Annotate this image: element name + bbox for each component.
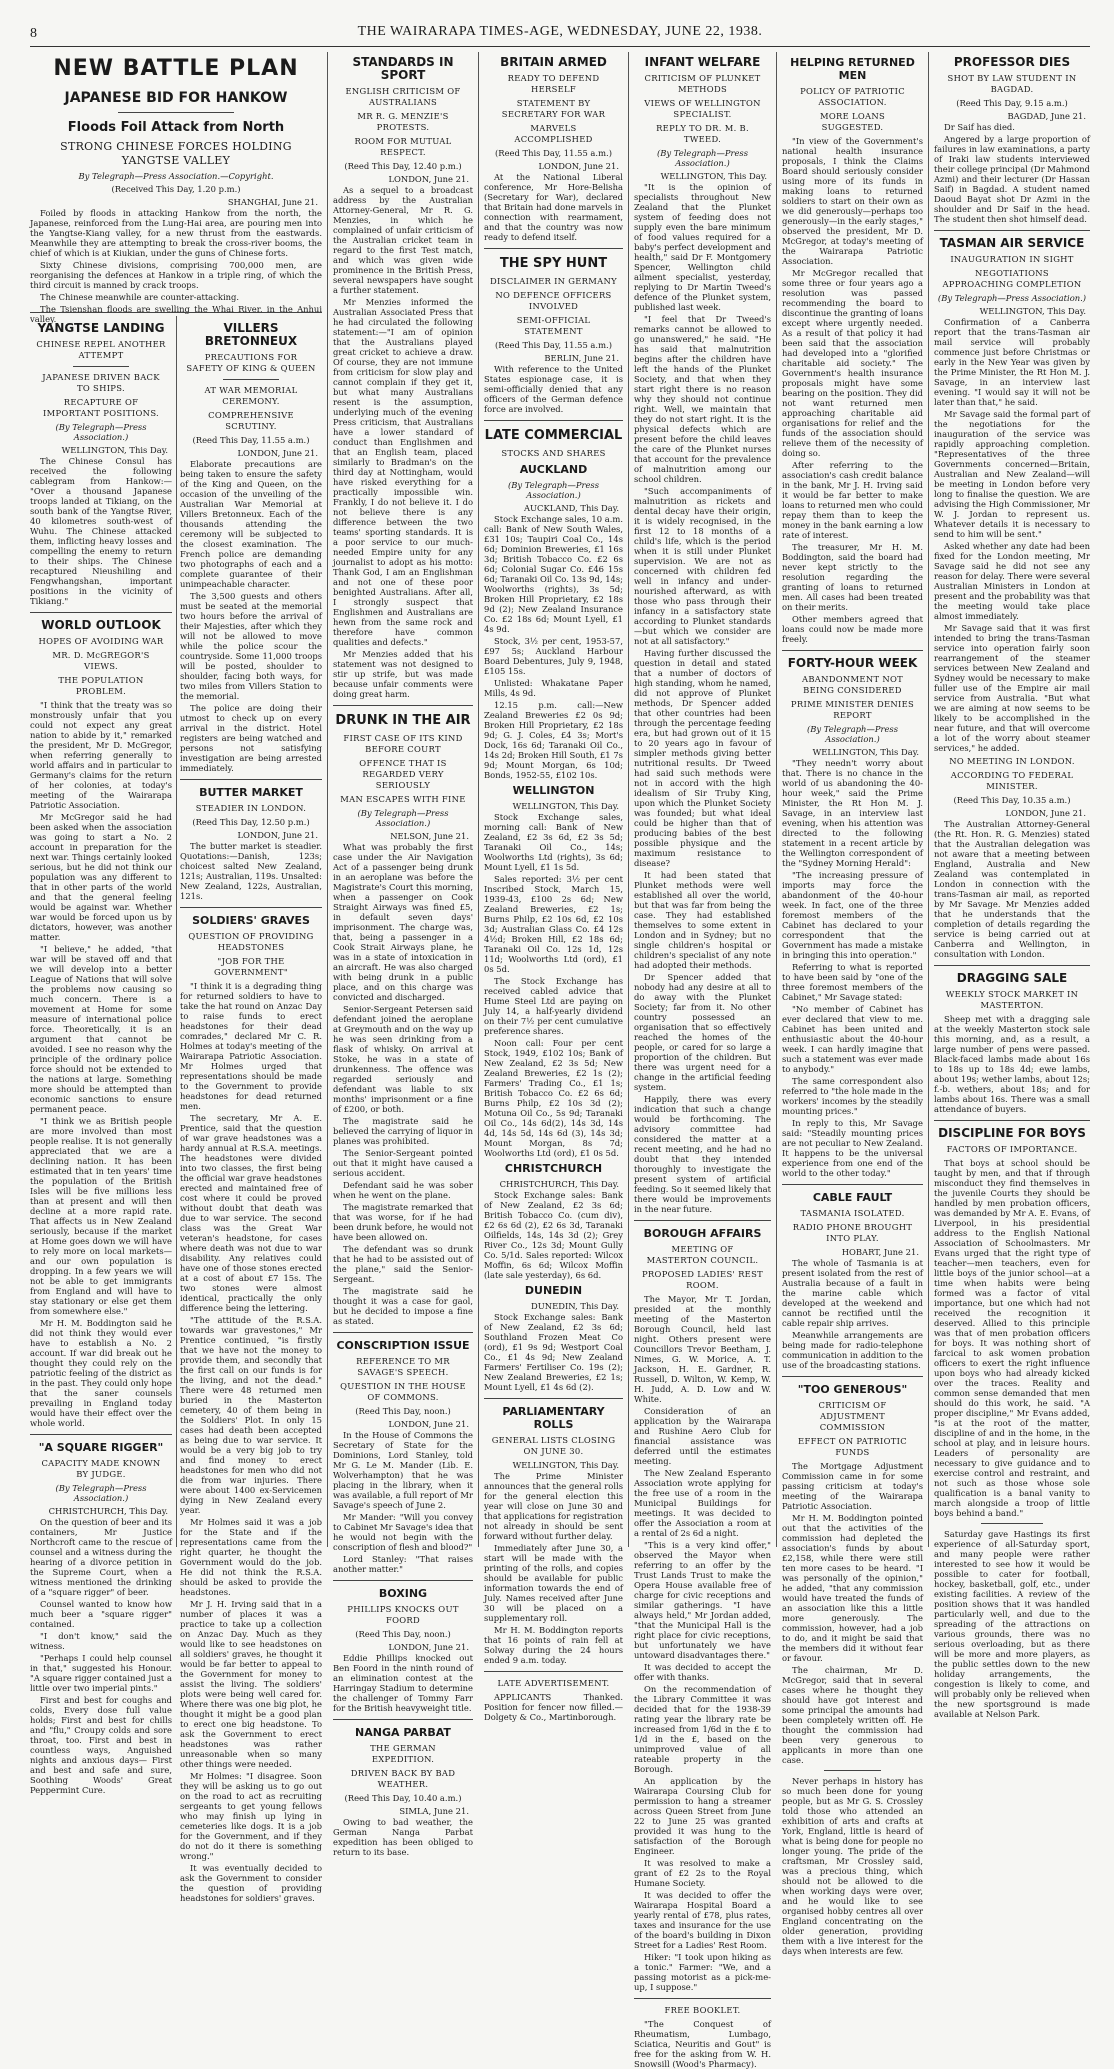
paragraph: Mr H. M. Boddington reports that 16 points of rain fell at Solway during the 24 hours ended 9 a.m. today. xyxy=(484,1625,623,1665)
deck: COMPREHENSIVE SCRUTINY. xyxy=(208,410,294,431)
paragraph: "No member of Cabinet has ever declared that view to me. Cabinet has been united and enthusiastic about the 40-hour week. I can hardly imagine that such a statement was ever made to anybody." xyxy=(782,1004,923,1074)
divider xyxy=(333,1719,473,1720)
divider xyxy=(118,112,235,113)
byline: (By Telegraph—Press Association.) xyxy=(507,480,600,500)
received-time: (Reed This Day, noon.) xyxy=(355,1629,451,1639)
paragraph: The whole of Tasmania is at present isolated from the rest of Australia because of a fault in the marine cable which developed at the weekend and cannot be rectified until the cable repair ship arrives. xyxy=(782,1258,923,1328)
deck: CRITICISM OF ADJUSTMENT COMMISSION xyxy=(818,1400,887,1432)
divider xyxy=(333,705,473,706)
section-heading: CHRISTCHURCH xyxy=(504,1162,603,1175)
column-1 xyxy=(30,318,172,1795)
column-divider xyxy=(176,316,177,1547)
paragraph: Saturday gave Hastings its first experience of all-Saturday sport, and many people were rather interested to see how it would be possible to cater for football, hockey, basketball, golf, etc., under existing facilities. A review of the position shows that it was handled particularly well, and due to the spreading of the attractions on various grounds, there was no serious overloading, but as there will be more and more players, as the public settles down to the new holiday arrangements, the congestion is likely to come, and will probably only be relieved when the new sportsground is made available at Nelson Park. xyxy=(934,1529,1090,1719)
page-number: 8 xyxy=(30,26,38,41)
paragraph: Meanwhile arrangements are being made for radio-telephone communication in addition to the use of the broadcasting stations. xyxy=(782,1330,923,1370)
headline: NEW BATTLE PLAN xyxy=(53,56,299,81)
paragraph: The magistrate said he believed the carrying of liquor in planes was prohibited. xyxy=(333,1116,473,1146)
paragraph: "The attitude of the R.S.A. towards war gravestones," Mr Prentice continued, "is firstly that we have not the money to provide them, and secondly that the first call on our funds is for the living, and not the dead." There were 48 returned men buried in the Masterton cemetery, 40 of them being in the Soldiers' Plot. In only 15 cases had death been accepted as being due to war service. It would be a very big job to try and find money to erect headstones for men who did not die from war injuries. There were about 1400 ex-Servicemen dying in New Zealand every year. xyxy=(180,1315,322,1515)
paragraph: The treasurer, Mr H. M. Boddington, said the board had never kept strictly to the resolution regarding the granting of loans to returned men. All cases had been treated on their merits. xyxy=(782,542,923,612)
paragraph: On the question of beer and its containers, Mr Justice Northcroft came to the rescue of counsel and a witness during the hearing of a divorce petition in the Supreme Court, when a witness mentioned the drinking of a "square rigger" of beer. xyxy=(30,1517,172,1597)
masthead-rule xyxy=(30,46,1090,47)
deck: STEADIER IN LONDON. xyxy=(195,803,307,813)
paragraph: The defendant was so drunk that he had to be assisted out of the plane," said the Senior-Sergeant. xyxy=(333,1244,473,1284)
divider xyxy=(333,1332,473,1333)
paragraph: What was probably the first case under the Air Navigation Act of a passenger being drunk in an aeroplane was before the Magistrate's Court this morning, when a passenger on Cook Straight Airways was fined £5, in default seven days' imprisonment. The charge was, that, being a passenger in a Cook Strait Airways plane, he was in a state of intoxication in an aircraft. He was also charged with being drunk in a public place, and on this charge was convicted and discharged. xyxy=(333,842,473,1002)
subheadline: Floods Foil Attack from North xyxy=(67,120,285,135)
paragraph: The police are doing their utmost to check up on every arrival in the district. Hotel registers are being watched and persons not satisfying investigation are being arrested immediately. xyxy=(180,703,322,773)
paragraph: Noon call: Four per cent Stock, 1949, £102 10s; Bank of New Zealand, £2 3s 5d; New Zealand Breweries, £2 1s (2); Farmers' Trading Co., £1 1s; British Tobacco Co. £2 6s 6d; Burns Philp, £2 10s 3d (2); Motuna Oil Co., 5s 9d; Taranaki Oil Co., 14s 6d(2), 14s 3d, 14s 4d, 14s 5d, 14s 6d (3), 14s 3d; Mount Morgan, 8s 7d; Woolworths Ltd (ord), £1 0s 5d. xyxy=(484,1038,623,1158)
headline: FORTY-HOUR WEEK xyxy=(787,656,918,670)
headline: "TOO GENEROUS" xyxy=(797,1383,908,1396)
dateline: LONDON, June 21. xyxy=(388,174,469,184)
article-new-battle-plan xyxy=(30,52,322,324)
dateline: BAGDAD, June 21. xyxy=(1007,111,1086,121)
paragraph: Other members agreed that loans could now be made more freely. xyxy=(782,614,923,644)
paragraph: Owing to bad weather, the German Nanga Parbat expedition has been obliged to return to its base. xyxy=(333,1817,473,1857)
deck: PRIME MINISTER DENIES REPORT xyxy=(790,699,915,720)
deck: ACCORDING TO FEDERAL MINISTER. xyxy=(950,770,1074,791)
deck: INAUGURATION IN SIGHT xyxy=(950,254,1074,264)
headline: PROFESSOR DIES xyxy=(953,55,1071,69)
paragraph: Mr McGregor said he had been asked when the association was going to start a No. 2 account in preparation for the next war. Things certainly looked serious, but he did not think our population was any different to that in other parts of the world and that the general feeling would be against war. Whether war would be forced upon us by dictators, however, was another matter. xyxy=(30,812,172,942)
headline: TASMAN AIR SERVICE xyxy=(939,236,1085,250)
paragraph: It was decided to accept the offer with thanks. xyxy=(634,1662,771,1682)
deck: RADIO PHONE BROUGHT INTO PLAY. xyxy=(792,1222,913,1243)
divider xyxy=(782,1184,923,1185)
paragraph: The Chinese meanwhile are counter-attacking. xyxy=(40,292,240,302)
paragraph: Dr Spencer added that nobody had any desire at all to do away with the Plunket Society; far from it. No other country possessed an organisation that so effectively reached the homes of the people, or cared for so large a proportion of the children. But there was urgent need for a change in the artificial feeding system. xyxy=(634,972,771,1092)
dateline: LONDON, June 21. xyxy=(388,1419,469,1429)
divider xyxy=(30,312,322,313)
paragraph: Never perhaps in history has so much been done for young people, but as Mr G. S. Crossley told those who attended an exhibition of arts and crafts at York, England, little is heard of what is being done for people no longer young. The pride of the craftsman, Mr Crossley said, was a precious thing, which should not be allowed to die when working days were over, and he would like to see organised hobby centres all over England concentrating on the older generation, providing them with a live interest for the days when interests are few. xyxy=(782,1776,923,1956)
dateline: AUCKLAND, This Day. xyxy=(523,503,619,513)
dateline: CHRISTCHURCH, This Day. xyxy=(48,1506,168,1516)
divider xyxy=(73,366,130,367)
paragraph: The New Zealand Esperanto Association wrote applying for the free use of a room in the Municipal Buildings for meetings. It was decided to offer the Association a room at a rental of 2s 6d a night. xyxy=(634,1468,771,1538)
deck: MEETING OF MASTERTON COUNCIL. xyxy=(646,1244,759,1265)
paragraph: "I believe," he added, "that war will be staved off and that we will develop into a better League of Nations that will solve the problems now causing so much concern. There is a movement at Home for some measure of international police force. Theoretically, it is an argument that cannot be avoided. I see no reason why the principle of the ordinary police force should not be extended to the nations at large. Something more should be attempted than economic sanctions to ensure permanent peace. xyxy=(30,944,172,1114)
divider xyxy=(934,1120,1090,1121)
paragraph: The Mayor, Mr T. Jordan, presided at the monthly meeting of the Masterton Borough Council, held last night. Others present were Councillors Trevor Beetham, J. Nimes, G. W. Morice, A. T. Jackson, H. E. Gardner, R. Russell, D. Wilton, W. Kemp, W. H. Judd, A. D. Low and W. White. xyxy=(634,1294,771,1404)
paragraph: After referring to the association's cash credit balance in the bank, Mr J. H. Irving said it would be far better to make loans to returned men who could repay them than to keep the money in the bank earning a low rate of interest. xyxy=(782,460,923,540)
paragraph: Having further discussed the question in detail and stated that a number of doctors of high standing, whom he named, did not approve of Plunket methods, Dr Spencer added that other countries had been through the percentage feeding era, but had grown out of it 15 to 20 years ago in favour of simpler methods giving better nutritional results. Dr Tweed had said such methods were not in accord with the high idealism of Sir Truby King, upon which the Plunket Society was founded; but what ideal could be higher than that of producing babies of the best possible physique and the maximum resistance to disease? xyxy=(634,648,771,868)
byline: (By Telegraph—Press Association.) xyxy=(656,148,749,168)
paragraph: The Australian Attorney-General (the Rt. Hon. R. G. Menzies) stated that the Australian delegation was not aware that a meeting between England, Australia and New Zealand was contemplated in London in connection with the trans-Tasman air mail, as reported by Mr Savage. Mr Menzies added that he understands that the completion of details regarding the service is being carried out at Canberra and Wellington, in consultation with London. xyxy=(934,819,1090,959)
deck: REFERENCE TO MR SAVAGE'S SPEECH. xyxy=(356,1356,450,1377)
deck: EFFECT ON PATRIOTIC FUNDS xyxy=(798,1436,907,1457)
ad-heading: FREE BOOKLET. xyxy=(664,2005,741,2015)
paragraph: That boys at school should be taught by men, and that if through misconduct they find themselves in the juvenile Courts they should be handled by men probation officers, was demanded by Mr A. E. Evans, of Liverpool, in his presidential address to the English National Association of Schoolmasters. Mr Evans urged that the right type of teacher—men teachers, even for little boys of the junior school—at a time when habits were being formed was a factor of vital importance, but one which had not received the recognition it deserved. Allied to this principle was that of men probation officers for boys. It was nothing short of farcical to ask women probation officers to exert the right influence upon boys who had already kicked over the traces. Reality and common sense demanded that men should do this work, he said. "A proper discipline," Mr Evans added, "is at the root of the matter, discipline of and in the home, in the school at play, and in leisure hours. Leaders of personality are necessary to give guidance and to exercise control and restraint, and not such as those whose sole qualification is a banal vanity to march alongside a troop of little boys behind a band." xyxy=(934,1158,1090,1518)
paragraph: Stock Exchange sales, 10 a.m. call: Bank of New South Wales, £31 10s; Taupiri Coal Co., 14s 6d; Dominion Breweries, £1 16s 3d; British Tobacco Co. £2 6s 6d; Colonial Sugar Co. £46 15s 6d; Taranaki Oil Co. 13s 9d, 14s; Woolworths (rights), 3s 5d; Broken Hill Proprietary, £2 18s 9d (2); New Zealand Insurance Co. £2 18s 6d; Mount Lyell, £1 4s 9d. xyxy=(484,514,623,634)
paragraph: Mr J. H. Irving said that in a number of places it was a practice to take up a collection on Anzac Day. Much as they would like to see headstones on all soldiers' graves, he thought it would be far better to appeal to the Government for money to assist the living. The soldiers' plots were being well cared for. Where there was one big plot, he thought it might be a good plan to erect one big headstone. To ask the Government to erect headstones was rather unreasonable when so many other things were needed. xyxy=(180,1599,322,1769)
headline: SOLDIERS' GRAVES xyxy=(192,914,310,927)
divider xyxy=(484,1671,623,1672)
received-time: (Reed This Day, 11.55 a.m.) xyxy=(192,435,310,445)
deck: ABANDONMENT NOT BEING CONSIDERED xyxy=(801,674,904,695)
paragraph: "Such accompaniments of malnutrition as rickets and dental decay have their origin, it is widely recognised, in the first 12 to 18 months of a child's life, which is the period when it is still under Plunket supervision. We are not as concerned with children fed well in infancy and under-nourished afterward, as with those who pass through their infancy in a satisfactory state according to Plunket standards—but which we consider are not at all satisfactory." xyxy=(634,486,771,646)
paragraph: "It is the opinion of specialists throughout New Zealand that the Plunket system of feeding does not supply even the bare minimum of food values required for a baby's perfect development and health," said Dr F. Montgomery Spencer, Wellington child ailment specialist, yesterday, replying to Dr Martin Tweed's defence of the Plunket system, published last week. xyxy=(634,182,771,312)
classified-heading: LATE ADVERTISEMENT. xyxy=(497,1678,610,1688)
paragraph: It had been stated that Plunket methods were well established all over the world, but that was far from being the case. They had established themselves to some extent in London and in Sydney; but no single children's hospital or children's specialist of any note had adopted their methods. xyxy=(634,870,771,970)
paragraph: The butter market is steadier. Quotations:—Danish, 123s; choicest salted New Zealand, 121s; Australian, 119s. Unsalted: New Zealand, 122s, Australian, 121s. xyxy=(180,841,322,901)
paragraph: "They needn't worry about that. There is no chance in the world of us abandoning the 40-hour week," said the Prime Minister, the Rt Hon M. J. Savage, in an interview last evening, when his attention was directed to the following statement in a recent article by the Wellington correspondent of the "Sydney Morning Herald": xyxy=(782,758,923,868)
paragraph: Unlisted: Whakatane Paper Mills, 4s 9d. xyxy=(484,678,623,698)
column-divider xyxy=(327,52,328,1547)
paragraph: Immediately after June 30, a start will be made with the printing of the rolls, and copies should be available for public information towards the end of July. Names received after June 30 will be placed on a supplementary roll. xyxy=(484,1543,623,1623)
paragraph: The secretary, Mr A. E. Prentice, said that the question of war grave headstones was a hardy annual at R.S.A. meetings. The headstones were divided into two classes, the first being the official war grave headstones erected and maintained free of cost where it could be proved without doubt that death was due to war service. The second class was the Great War veteran's headstone, for cases where death was not due to war disability. Any relatives could have one of those stones erected at a cost of about £7 15s. The two stones were almost identical, practically the only difference being the lettering. xyxy=(180,1113,322,1313)
received-time: (Reed This Day, 9.15 a.m.) xyxy=(956,98,1068,108)
deck: QUESTION OF PROVIDING HEADSTONES xyxy=(188,931,314,952)
paragraph: Referring to what is reported to have been said by "one of the three foremost members of the Cabinet," Mr Savage stated: xyxy=(782,962,923,1002)
dateline: HOBART, June 21. xyxy=(841,1247,919,1257)
paragraph: "In view of the Government's national health insurance proposals, I think the Claims Board should seriously consider using more of its funds in making loans to returned soldiers to start on their own as we did generously—perhaps too generously—in the early stages," observed the president, Mr D. McGregor, at today's meeting of the Wairarapa Patriotic Association. xyxy=(782,136,923,266)
deck: VIEWS OF WELLINGTON SPECIALIST. xyxy=(644,98,761,119)
deck: DISCLAIMER IN GERMANY xyxy=(490,276,617,286)
deck: STOCKS AND SHARES xyxy=(501,448,606,458)
divider xyxy=(484,420,623,421)
dateline: LONDON, June 21. xyxy=(237,830,318,840)
headline: DRAGGING SALE xyxy=(956,971,1068,985)
headline: BRITAIN ARMED xyxy=(500,55,607,69)
received-time: (Reed This Day, 10.35 a.m.) xyxy=(953,795,1071,805)
column-divider xyxy=(628,52,629,1547)
paragraph: "I think that the treaty was so monstrously unfair that you could not expect any great nation to abide by it," remarked the president, Mr D. McGregor, when referring generally to world affairs and in particular to Germany's claims for the return of her colonies, at today's meeting of the Wairarapa Patriotic Association. xyxy=(30,700,172,810)
paragraph: 12.15 p.m. call:—New Zealand Breweries £2 0s 9d; Broken Hill Proprietary, £2 18s 9d; G. J. Coles, £4 3s; Mort's Dock, 16s 6d; Taranaki Oil Co., 14s 2d; Broken Hill South, £1 7s 9d; Mount Morgan, 6s 10d; Bonds, 1952-55, £102 10s. xyxy=(484,700,623,780)
byline: (By Telegraph—Press Association.) xyxy=(55,1483,147,1503)
headline: DISCIPLINE FOR BOYS xyxy=(938,1126,1086,1140)
divider xyxy=(824,1770,880,1771)
received-time: (Received This Day, 1.20 p.m.) xyxy=(111,184,241,194)
paragraph: An application by the Wairarapa Coursing Club for permission to hang a streamer across Queen Street from June 22 to June 25 was granted provided it was hung to the satisfaction of the Borough Engineer. xyxy=(634,1776,771,1856)
paragraph: The Senior-Sergeant pointed out that it might have caused a serious accident. xyxy=(333,1148,473,1178)
deck: CAPACITY MADE KNOWN BY JUDGE. xyxy=(41,1458,161,1479)
headline: INFANT WELFARE xyxy=(644,55,761,69)
headline: BOROUGH AFFAIRS xyxy=(643,1227,762,1240)
deck: SEMI-OFFICIAL STATEMENT xyxy=(516,315,591,336)
paragraph: "I think we as British people are more involved than most people realise. It is not generally appreciated that we are a declining nation. It has been estimated that in ten years' time the population of the British Isles will be five millions less than at present and will then decline at a more rapid rate. That affects us in New Zealand seriously, because if the market at Home goes down we will have to rely more on local markets—and our own population is dropping. In a few years we will not be able to get immigrants from England and will have to stay stationary or else get them from somewhere else." xyxy=(30,1116,172,1316)
dateline: CHRISTCHURCH, This Day. xyxy=(499,1179,619,1189)
divider xyxy=(30,1434,172,1435)
dateline: NELSON, June 21. xyxy=(390,831,469,841)
paragraph: The magistrate said he thought it was a case for gaol, but he decided to impose a fine as stated. xyxy=(333,1286,473,1326)
newspaper-title: THE WAIRARAPA TIMES-AGE, WEDNESDAY, JUNE 22, 1938. xyxy=(357,24,763,39)
deck: QUESTION IN THE HOUSE OF COMMONS. xyxy=(340,1381,466,1402)
paragraph: Mr H. M. Boddington pointed out that the activities of the commission had depleted the association's funds by about £2,158, while there were still ten more cases to be heard. "I was personally of the opinion," he added, "that any commission would have treated the funds of an association like this a little more generously. The commission, however, had a job to do, and it might be said that the members did it without fear or favour. xyxy=(782,1513,923,1663)
deck: NO DEFENCE OFFICERS INVOLVED xyxy=(495,290,612,311)
paragraph: The Tsienshan floods are swelling the Whai River, in the Anhui valley. xyxy=(30,304,322,324)
paragraph: Stock Exchange sales, morning call: Bank of New Zealand, £2 3s 6d, £2 3s 5d; Taranaki Oil Co., 14s; Woolworths Ltd (rights), 3s 6d; Mount Lyell, £1 1s 5d. xyxy=(484,812,623,872)
divider xyxy=(484,1398,623,1399)
paragraph: Consideration of an application by the Wairarapa and Rushine Aero Club for financial assistance was deferred until the estimates meeting. xyxy=(634,1406,771,1466)
received-time: (Reed This Day, 12.50 p.m.) xyxy=(192,817,310,827)
section-heading: WELLINGTON xyxy=(512,784,595,797)
paragraph: It was decided to offer the Wairarapa Hospital Board a yearly rental of £78, plus rates, taxes and insurance for the use of the board's building in Dixon Street for a Ladies' Rest Room. xyxy=(634,1890,771,1950)
paragraph: At the National Liberal conference, Mr Hore-Belisha (Secretary for War), declared that Britain had done marvels in connection with rearmament, and that the country was now ready to defend itself. xyxy=(484,172,623,242)
deck: HOPES OF AVOIDING WAR xyxy=(38,636,164,646)
paragraph: The same correspondent also referred to "the hole made in the workers' incomes by the steadily mounting prices." xyxy=(782,1076,923,1116)
deck: NEGOTIATIONS APPROACHING COMPLETION xyxy=(942,268,1082,289)
headline: BUTTER MARKET xyxy=(199,786,303,799)
divider xyxy=(180,779,322,780)
paragraph: Mr Savage said that it was first intended to bring the trans-Tasman service into operation fairly soon rearrangement of the steamer services between New Zealand and Sydney would be necessary to make fuller use of the Empire air mail service from Australia. "But what we are aiming at now seems to be likely to be accomplished in the near future, and that will overcome a lot of the worry about steamer services," he added. xyxy=(934,623,1090,753)
dateline: DUNEDIN, This Day. xyxy=(531,1301,619,1311)
headline: NANGA PARBAT xyxy=(355,1726,451,1739)
deck: POLICY OF PATRIOTIC ASSOCIATION. xyxy=(800,86,905,107)
column-6 xyxy=(782,52,923,1956)
column-divider xyxy=(478,52,479,1547)
section-heading: DUNEDIN xyxy=(524,1284,583,1297)
divider xyxy=(484,248,623,249)
byline: (By Telegraph—Press Association.) xyxy=(806,724,899,744)
dateline: BERLIN, June 21. xyxy=(544,353,619,363)
paragraph: Sales reported: 3½ per cent Inscribed Stock, March 15, 1939-43, £100 2s 6d; New Zealand Breweries, £2 1s; Burns Philp, £2 10s 6d, £2 10s 3d; Australian Glass Co. £4 12s 4½d; Broken Hill, £2 18s 6d; Taranaki Oil Co. 12s 1d, 12s 11d; Woolworths Ltd (ord), £1 0s 5d. xyxy=(484,874,623,974)
paragraph: The Chinese Consul has received the following cablegram from Hankow:— "Over a thousand Japanese troops landed at Tikiang, on the south bank of the Yangtse River, 40 kilometres south-west of Wuhu. The Chinese attacked them, inflicting heavy losses and compelling the enemy to return to their ships. The Chinese recaptured Nieushiling and Fengwhangshan, important positions in the vicinity of Tikiang." xyxy=(30,456,172,606)
headline: THE SPY HUNT xyxy=(499,256,608,271)
paragraph: The Mortgage Adjustment Commission came in for some passing criticism at today's meeting of the Wairarapa Patriotic Association. xyxy=(782,1461,923,1511)
advertisement: "The Conquest of Rheumatism, Lumbago, Sciatica, Neuritis and Gout" is free for the asking from W. H. Snowsill (Wood's Pharmacy). xyxy=(634,2019,771,2069)
paragraph: "The increasing pressure of imports may force the abandonment of the 40-hour week. In fact, one of the three foremost members of the Cabinet has declared to your correspondent that the Government has made a mistake in bringing this into operation." xyxy=(782,870,923,960)
headline: BOXING xyxy=(378,1587,428,1600)
deck: WEEKLY STOCK MARKET IN MASTERTON. xyxy=(945,989,1079,1010)
paragraph: Mr Holmes said it was a job for the State and if the representations came from the right quarter, he thought the Government would do the job. He did not think the R.S.A. should be asked to provide the headstones. xyxy=(180,1517,322,1597)
paragraph: Stock Exchange sales: Bank of New Zealand, £2 3s 6d; Southland Frozen Meat Co (ord), £1 9s 9d; Westport Coal Co., £1 4s 9d; New Zealand Farmers' Fertiliser Co. 19s (2); New Zealand Breweries, £2 1s; Mount Lyell, £1 4s 6d (2). xyxy=(484,1312,623,1392)
deck: CHINESE REPEL ANOTHER ATTEMPT xyxy=(36,339,166,360)
paragraph: Asked whether any date had been fixed for the London meeting, Mr Savage said he did not see any reason for delay. There were several Australian Ministers in London at present and the probability was that the meeting would take place almost immediately. xyxy=(934,541,1090,621)
divider xyxy=(934,965,1090,966)
byline: (By Telegraph—Press Association.) xyxy=(357,808,449,828)
deck: MORE LOANS SUGGESTED. xyxy=(819,111,886,132)
deck: MR. D. McGREGOR'S VIEWS. xyxy=(52,650,150,671)
headline: CABLE FAULT xyxy=(812,1191,893,1204)
deck: RECAPTURE OF IMPORTANT POSITIONS. xyxy=(42,397,160,418)
advertisement: First and best for coughs and colds, Every dose full value holds; First and best for chills and "flu," Croupy colds and sore throat, too. First and best in countless ways, Anguished nights and anxious days— First and best and safe and sure, Soothing Woods' Great Peppermint Cure. xyxy=(30,1695,172,1795)
dateline: LONDON, June 21. xyxy=(388,1642,469,1652)
deck: GENERAL LISTS CLOSING ON JUNE 30. xyxy=(491,1435,616,1456)
paragraph: Stock, 3½ per cent, 1953-57, £97 5s; Auckland Harbour Board Debentures, July 9, 1948, £105 15s. xyxy=(484,636,623,676)
section-heading: AUCKLAND xyxy=(519,463,588,476)
deck: ENGLISH CRITICISM OF AUSTRALIANS xyxy=(345,86,461,107)
divider xyxy=(180,907,322,908)
paragraph: Mr Menzies informed the Australian Associated Press that he had circulated the following statement:—"I am of opinion that the Australians played great cricket to achieve a draw. Of course, they are not immune from criticism for slow play and cannot complain if they get it, but what many Australians resent is the assumption, underlying much of the evening Press criticism, that Australians have a lower standard of conduct than Englishmen and that an English team, placed similarly to Bradman's on the third day at Nottingham, would have risked everything for a practically impossible win. Frankly, I do not believe it. I do not believe there is any difference between the two teams' sporting standards. It is a poor service to our much-needed Empire unity for any journalist to adopt as his motto: Thank God, I am an Englishman and not one of these poor benighted Australians. After all, I strongly suspect that Englishmen and Australians are hewn from the same rock and therefore have common qualities and defects." xyxy=(333,297,473,647)
column-5 xyxy=(634,52,771,2069)
deck: PROPOSED LADIES' REST ROOM. xyxy=(641,1269,764,1290)
byline: By Telegraph—Press Association.—Copyright. xyxy=(78,171,274,181)
deck: THE POPULATION PROBLEM. xyxy=(58,675,144,696)
subheadline: JAPANESE BID FOR HANKOW xyxy=(64,90,288,106)
headline: "A SQUARE RIGGER" xyxy=(38,1441,164,1454)
paragraph: On the recommendation of the Library Committee it was decided that for the 1938-39 rating year the library rate be increased from 1/6d in the £ to 1/d in the £, based on the unimproved value of all rateable property in the Borough. xyxy=(634,1684,771,1774)
paragraph: Elaborate precautions are being taken to ensure the safety of the King and Queen, on the occasion of the unveiling of the Australian War Memorial at Villers Bretonneux. Each of the thousands attending the ceremony will be subjected to the closest examination. The French police are demanding two photographs of each and a complete guarantee of their unimpeachable character. xyxy=(180,459,322,589)
paragraph: In reply to this, Mr Savage said: "Steadily mounting prices are not peculiar to New Zealand. It happens to be the universal experience from one end of the world to the other today." xyxy=(782,1118,923,1178)
dateline: WELLINGTON, This Day. xyxy=(512,801,619,811)
column-7 xyxy=(934,52,1090,1719)
deck: MAN ESCAPES WITH FINE xyxy=(340,794,466,804)
headline: HELPING RETURNED MEN xyxy=(790,56,915,82)
paragraph: Hiker: "I took upon hiking as a tonic." Farmer: "We, and a passing motorist as a pick-me-up, I suppose." xyxy=(634,1952,771,1992)
column-4 xyxy=(484,52,623,1722)
deck: JAPANESE DRIVEN BACK TO SHIPS. xyxy=(42,372,160,393)
headline: STANDARDS IN SPORT xyxy=(352,55,454,82)
paragraph: In the House of Commons the Secretary of State for the Dominions, Lord Stanley, told Mr G. Le M. Mander (Lib. E. Wolverhampton) that he was placing in the library, when it was available, a full report of Mr Savage's speech of June 2. xyxy=(333,1430,473,1510)
divider xyxy=(981,1523,1043,1524)
paragraph: Counsel wanted to know how much beer a "square rigger" contained. xyxy=(30,1599,172,1629)
divider xyxy=(634,1220,771,1221)
paragraph: "This is a very kind offer," observed the Mayor when referring to an offer by the Trust Lands Trust to make the Opera House available free of charge for civic receptions and similar gatherings. "I have always held," Mr Jordan added, "that the Municipal Hall is the right place for civic receptions, but unfortunately we have untoward disadvantages there." xyxy=(634,1540,771,1660)
dateline: WELLINGTON, This Day. xyxy=(812,747,919,757)
paragraph: Dr Saif has died. xyxy=(944,122,1015,132)
paragraph: Angered by a large proportion of failures in law examinations, a party of Iraki law students interviewed their college principal (Dr Mahmond Azmi) and their lecturer (Dr Hassan Saif) in Bagdad. A student named Daoud Bayat shot Dr Azmi in the shoulder and Dr Saif in the head. The student then shot himself dead. xyxy=(934,134,1090,224)
paragraph: With reference to the United States espionage case, it is semi-officially denied that any officers of the German defence force are involved. xyxy=(484,364,623,414)
deck: AT WAR MEMORIAL CEREMONY. xyxy=(204,385,298,406)
paragraph: As a sequel to a broadcast address by the Australian Attorney-General, Mr R. G. Menzies, in which he complained of unfair criticism of the Australian cricket team in regard to the first Test match, and which was given wide prominence in the British Press, several newspapers have sought a further statement. xyxy=(333,185,473,295)
paragraph: Stock Exchange sales: Bank of New Zealand, £2 3s 6d; British Tobacco Co. (cum div), £2 6s 6d (2), £2 6s 3d, Taranaki Oilfields, 14s, 14s 3d (2); Grey River Co., 12s 3d; Mount Gully Co. 5/1d. Sales reported: Wilcox Moffin, 6s 6d; Wilcox Moffin (late sale yesterday), 6s 6d. xyxy=(484,1190,623,1280)
deck: REPLY TO DR. M. B. TWEED. xyxy=(656,123,749,144)
column-divider xyxy=(928,52,929,1547)
paragraph: Sixty Chinese divisions, comprising 700,000 men, are reorganising the defences at Hankow in a triple ring, of which the third circuit is manned by crack troops. xyxy=(30,260,322,290)
divider xyxy=(634,1998,771,1999)
masthead xyxy=(30,24,1090,44)
dateline: SHANGHAI, June 21. xyxy=(227,197,318,207)
paragraph: It was resolved to make a grant of £2 2s to the Royal Humane Society. xyxy=(634,1858,771,1888)
divider xyxy=(782,650,923,651)
deck: THE GERMAN EXPEDITION. xyxy=(370,1743,436,1764)
deck: STATEMENT BY SECRETARY FOR WAR xyxy=(501,98,606,119)
deck: ROOM FOR MUTUAL RESPECT. xyxy=(354,136,452,157)
headline: WORLD OUTLOOK xyxy=(41,618,161,632)
paragraph: Mr Mander: "Will you convey to Cabinet Mr Savage's idea that he would not begin with the conscription of flesh and blood?" xyxy=(333,1512,473,1552)
dateline: WELLINGTON, This Day. xyxy=(61,445,168,455)
paragraph: Mr Savage said the formal part of the negotiations for the inauguration of the service was rapidly approaching completion. "Representatives of the three Governments concerned—Britain, Australian and New Zealand—will be meeting in London before very long to finalise the question. We are advising the High Commissioner, Mr W. J. Jordan to represent us. Whatever details it is necessary to send to him will be sent." xyxy=(934,409,1090,539)
column-2 xyxy=(180,318,322,1903)
dateline: WELLINGTON, This Day. xyxy=(512,1460,619,1470)
deck: OFFENCE THAT IS REGARDED VERY SERIOUSLY xyxy=(359,758,447,790)
deck: NO MEETING IN LONDON. xyxy=(949,756,1075,766)
divider xyxy=(934,230,1090,231)
paragraph: Mr Menzies added that his statement was not designed to stir up strife, but was made because unfair comments were doing great harm. xyxy=(333,649,473,699)
dateline: LONDON, June 21. xyxy=(237,448,318,458)
paragraph: The 3,500 guests and others must be seated at the memorial two hours before the arrival of their Majesties, after which they will not be allowed to move while the police scour the countryside. Some 11,000 troops will be posted, shoulder to shoulder, facing both ways, for two miles from Villers Station to the memorial. xyxy=(180,591,322,701)
column-divider xyxy=(776,52,777,1547)
deck: SHOT BY LAW STUDENT IN BAGDAD. xyxy=(947,73,1077,94)
deck: READY TO DEFEND HERSELF xyxy=(507,73,600,94)
received-time: (Reed This Day, 10.40 a.m.) xyxy=(344,1793,462,1803)
dateline: WELLINGTON, This Day. xyxy=(979,306,1086,316)
divider xyxy=(30,612,172,613)
dateline: WELLINGTON, This Day. xyxy=(660,171,767,181)
paragraph: Confirmation of a Canberra report that the trans-Tasman air mail service will probably commence just before Christmas or early in the New Year was given by the Prime Minister, the Rt Hon M. J. Savage, in an interview last evening. "I would say it will not be later than that," he said. xyxy=(934,317,1090,407)
paragraph: The Prime Minister announces that the general rolls for the general election this year will close on June 30 and that applications for registration not already in should be sent forward without further delay. xyxy=(484,1471,623,1541)
paragraph: The Stock Exchange has received cabled advice that Hume Steel Ltd are paying on July 14, a half-yearly dividend on their 7½ per cent cumulative preference shares. xyxy=(484,976,623,1036)
paragraph: Lord Stanley: "That raises another matter." xyxy=(333,1554,473,1574)
headline: CONSCRIPTION ISSUE xyxy=(336,1339,470,1352)
dateline: SIMLA, June 21. xyxy=(399,1806,469,1816)
headline: VILLERS BRETONNEUX xyxy=(204,321,298,348)
headline: PARLIAMENTARY ROLLS xyxy=(502,1405,605,1431)
paragraph: Sheep met with a dragging sale at the weekly Masterton stock sale this morning, and, as a result, a large number of pens were passed. Black-faced lambs made about 16s to 18s up to 18s 4d; ewe lambs, about 19s; wether lambs, about 12s; f.-b. wethers, about 18s; and for lambs about 16s. There was a small attendance of buyers. xyxy=(934,1014,1090,1114)
paragraph: "I feel that Dr Tweed's remarks cannot be allowed to go unanswered," he said. "He has said that malnutrition begins after the children have left the hands of the Plunket Society, and that when they start right there is no reason why they should not continue right. Well, we maintain that they do not start right. It is the physical defects which are present before the child leaves the care of the Plunket nurses that account for the prevalence of malnutrition among our school children. xyxy=(634,314,771,484)
deck: CRITICISM OF PLUNKET METHODS xyxy=(644,73,761,94)
column-3 xyxy=(333,52,473,1857)
paragraph: "I think it is a degrading thing for returned soldiers to have to take the hat round on Anzac Day to raise funds to erect headstones for their dead comrades," declared Mr C. R. Holmes at today's meeting of the Wairarapa Patriotic Association. Mr Holmes urged that representations should be made to the Government to provide headstones for dead returned men. xyxy=(180,981,322,1111)
paragraph: Defendant said he was sober when he went on the plane. xyxy=(333,1180,473,1200)
deck: DRIVEN BACK BY BAD WEATHER. xyxy=(350,1768,456,1789)
headline: DRUNK IN THE AIR xyxy=(335,713,471,728)
paragraph: Happily, there was every indication that such a change would be forthcoming. The advisory committee had considered the matter at a recent meeting, and he had no doubt that they intended thoroughly to investigate the present system of artificial feeding. So it seemed likely that there would be improvements in the near future. xyxy=(634,1094,771,1214)
headline: LATE COMMERCIAL xyxy=(484,428,623,443)
deck: FIRST CASE OF ITS KIND BEFORE COURT xyxy=(343,733,463,754)
paragraph: "Perhaps I could help counsel in that," suggested his Honour. "A square rigger contained just a little over two imperial pints." xyxy=(30,1653,172,1693)
paragraph: Eddie Phillips knocked out Ben Foord in the ninth round of an elimination contest at the Harringay Stadium to determine the challenger of Tommy Farr for the British heavyweight title. xyxy=(333,1653,473,1713)
dateline: LONDON, June 21. xyxy=(1005,808,1086,818)
divider xyxy=(782,1376,923,1377)
deck: "JOB FOR THE GOVERNMENT" xyxy=(214,956,288,977)
divider xyxy=(223,379,280,380)
paragraph: Foiled by floods in attacking Hankow from the north, the Japanese, reinforced from the Lung-Hai area, are pouring men into the Yangtse-Kiang valley, for a new thrust from the eastwards. Meanwhile they are attempting to break the cross-river booms, the chief of which is at Kiukian, under the guns of Chinese forts. xyxy=(30,208,322,258)
received-time: (Reed This Day, noon.) xyxy=(355,1406,451,1416)
deck: MARVELS ACCOMPLISHED xyxy=(514,123,593,144)
paragraph: Mr H. M. Boddington said he did not think they would ever have to establish a No. 2 account. If war did break out he thought they could rely on the patriotic feeling of the district as in the past. They could only hope that the saner counsels prevailing in England today would have their effect over the whole world. xyxy=(30,1318,172,1428)
deck: STRONG CHINESE FORCES HOLDING YANGTSE VALLEY xyxy=(60,140,292,167)
byline: (By Telegraph—Press Association.) xyxy=(55,422,147,442)
byline: (By Telegraph—Press Association.) xyxy=(937,293,1087,303)
paragraph: Mr McGregor recalled that some three or four years ago a resolution was passed recommending the board to discontinue the granting of loans except where urgently needed. As a result of that policy it had been said that the association had developed into a "glorified charitable aid society." The Government's health insurance proposals might have some bearing on the position. They did not want returned men approaching charitable aid organisations for relief and the funds of the association should relieve them of the necessity of doing so. xyxy=(782,268,923,458)
received-time: (Reed This Day, 12.40 p.m.) xyxy=(344,161,462,171)
classified-ad: APPLICANTS Thanked. Position for fencer now filled.—Dolgety & Co., Martinborough. xyxy=(484,1692,623,1722)
received-time: (Reed This Day, 11.55 a.m.) xyxy=(495,148,612,158)
paragraph: Senior-Sergeant Petersen said defendant joined the aeroplane at Greymouth and on the way up he was seen drinking from a flask of whisky. On arrival at Stoke, he was in a state of drunkenness. The offence was regarded seriously and defendant was liable to six months' imprisonment or a fine of £200, or both. xyxy=(333,1004,473,1114)
paragraph: "I don't know," said the witness. xyxy=(30,1631,172,1651)
paragraph: It was eventually decided to ask the Government to consider the question of providing headstones for soldiers' graves. xyxy=(180,1863,322,1903)
deck: FACTORS OF IMPORTANCE. xyxy=(946,1144,1078,1154)
paragraph: The magistrate remarked that that was worse, for if he had been drunk before, he would not have been allowed on. xyxy=(333,1202,473,1242)
deck: MR R. G. MENZIE'S PROTESTS. xyxy=(357,111,449,132)
paragraph: The chairman, Mr D. McGregor, said that in several cases where he thought they should have got interest and some principal the amounts had been completely written off. He thought the commission had been very generous to applicants in more than one case. xyxy=(782,1665,923,1765)
dateline: LONDON, June 21. xyxy=(538,161,619,171)
deck: PRECAUTIONS FOR SAFETY OF KING & QUEEN xyxy=(186,352,316,373)
received-time: (Reed This Day, 11.55 a.m.) xyxy=(495,340,612,350)
deck: TASMANIA ISOLATED. xyxy=(800,1208,905,1218)
divider xyxy=(333,1580,473,1581)
headline: YANGTSE LANDING xyxy=(37,321,165,335)
paragraph: Mr Holmes: "I disagree. Soon they will be asking us to go out on the road to act as recruiting sergeants to get young fellows who may finish up lying in cemeteries like dogs. It is a job for the Government, and if they do not do it there is something wrong." xyxy=(180,1771,322,1861)
deck: PHILLIPS KNOCKS OUT FOORD xyxy=(347,1604,459,1625)
